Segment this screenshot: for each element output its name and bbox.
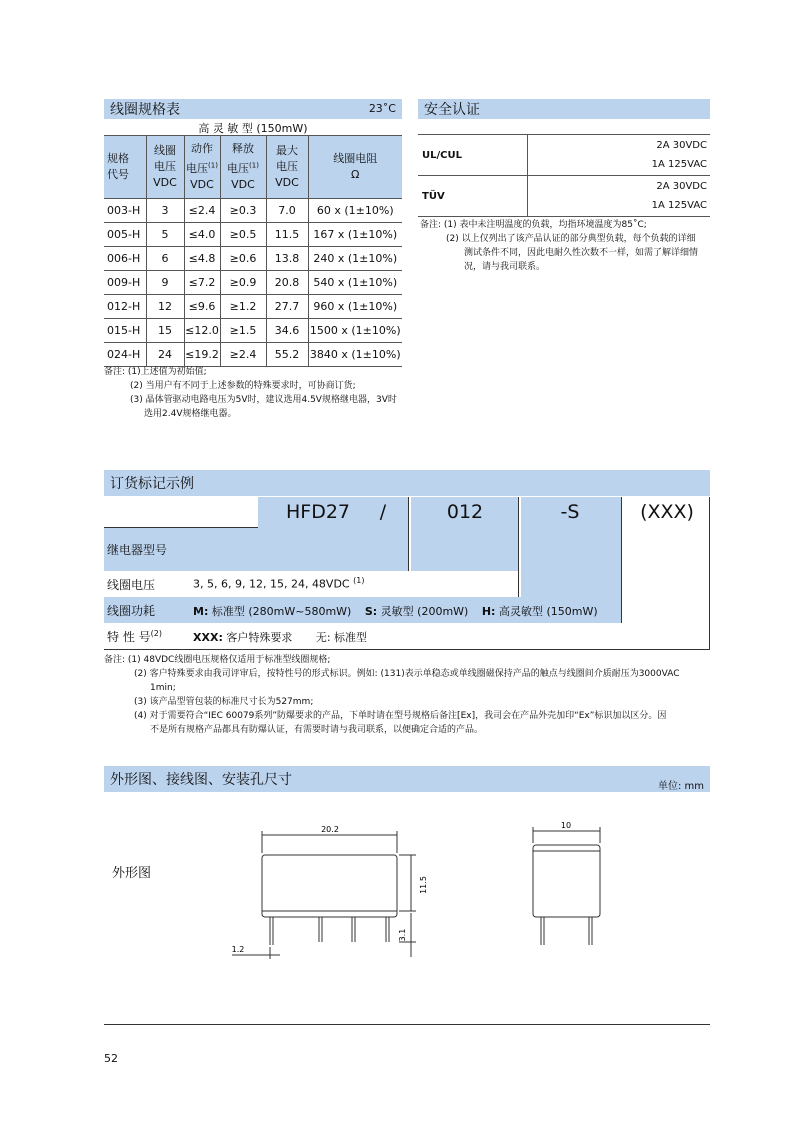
coil-notes [104,365,397,421]
coil-cell: 003-H [104,199,146,223]
col-max-voltage [266,136,308,199]
coil-cell: 024-H [104,343,146,367]
coil-sensitivity: 高 灵 敏 型 (150mW) [198,122,308,135]
order-special-label: 特 性 号 [107,630,151,644]
order-voltage-sup: (1) [353,576,365,585]
order-row-voltage [104,571,518,598]
coil-cell: ≤2.4 [184,199,220,223]
power-m-key: M: [193,605,209,618]
power-h-value: 高灵敏型 (150mW) [498,605,598,618]
coil-cell: ≤4.8 [184,247,220,271]
coil-cell: 960 x (1±10%) [308,295,402,319]
order-part-power: -S [560,501,580,523]
dim-length: 20.2 [321,825,339,834]
power-s-value: 灵敏型 (200mW) [380,605,469,618]
coil-cell: 12 [146,295,184,319]
coil-cell: 3 [146,199,184,223]
col-pickup-voltage [184,136,220,199]
coil-cell: ≥0.6 [220,247,266,271]
order-note: 1min; [150,683,176,693]
coil-cell: ≤12.0 [184,319,220,343]
coil-cell: 20.8 [266,271,308,295]
order-note: (2) 客户特殊要求由我司评审后，按特性号的形式标识。例如: (131)表示单稳态或单线圈磁保持产品的触点与线圈间介质耐压为3000VAC [134,669,680,679]
safety-value: 2A 30VDC [656,140,707,151]
coil-cell: 24 [146,343,184,367]
coil-cell: 015-H [104,319,146,343]
order-special-sup: (2) [150,629,162,638]
coil-cell: 13.8 [266,247,308,271]
outline-unit: 单位: mm [657,781,704,792]
outline-drawing [200,815,620,975]
dim-pin: 3.1 [398,928,407,942]
power-m-value: 标准型 (280mW~580mW) [211,605,352,618]
dim-height: 11.5 [419,876,428,894]
coil-cell: 012-H [104,295,146,319]
safety-section-title: 安全认证 [424,102,480,118]
safety-note: 备注: (1) 表中未注明温度的负载，均指环境温度为85˚C; [420,220,647,230]
coil-cell: 6 [146,247,184,271]
safety-value: 2A 30VDC [656,181,707,192]
footer-rule [104,1024,710,1025]
order-part-special: (XXX) [640,501,694,523]
coil-header-text: 规格 代号 [107,152,129,181]
order-voltage-values: 3, 5, 6, 9, 12, 15, 24, 48VDC [193,577,350,591]
coil-note: (3) 晶体管驱动电路电压为5V时，建议选用4.5V规格继电器，3V时 [130,395,397,405]
dim-width: 10 [560,821,572,830]
coil-cell: 60 x (1±10%) [308,199,402,223]
col-spec-code [104,136,146,199]
col-coil-resistance [308,136,402,199]
coil-cell: ≥0.5 [220,223,266,247]
page-number: 52 [104,1052,118,1065]
safety-row [418,135,710,176]
safety-label: TÜV [418,176,528,217]
order-notes [104,653,679,737]
safety-value: 1A 125VAC [651,159,707,170]
dim-pin-offset: 1.2 [231,945,245,954]
order-part-slash: / [379,501,387,523]
order-note: 不是所有规格产品都具有防爆认证，有需要时请与我司联系，以便确定合适的产品。 [150,725,484,735]
order-section-title: 订货标记示例 [110,476,194,492]
coil-cell: 3840 x (1±10%) [308,343,402,367]
coil-cell: 27.7 [266,295,308,319]
special-xxx-value: 客户特殊要求 [226,631,293,644]
order-section-header [104,470,710,496]
order-part-model: HFD27 [285,501,351,523]
coil-header-text: 线圈电阻 Ω [333,152,378,181]
coil-row [104,343,402,367]
coil-note: 备注: (1)上述值为初始值; [104,367,207,377]
col-coil-voltage [146,136,184,199]
safety-label: UL/CUL [418,135,528,176]
safety-section-header [418,99,710,119]
safety-table [418,134,710,217]
coil-cell: 006-H [104,247,146,271]
coil-cell: ≥1.5 [220,319,266,343]
coil-row [104,271,402,295]
coil-cell: 15 [146,319,184,343]
coil-temp: 23˚C [368,102,396,115]
order-part-voltage: 012 [446,501,484,523]
coil-cell: ≥2.4 [220,343,266,367]
order-model-label: 继电器型号 [107,543,168,557]
power-h-key: H: [481,605,496,618]
coil-cell: 005-H [104,223,146,247]
coil-row [104,199,402,223]
coil-row [104,295,402,319]
coil-row [104,223,402,247]
order-note: 备注: (1) 48VDC线圈电压规格仅适用于标准型线圈规格; [104,655,331,665]
power-s-key: S: [364,605,378,618]
safety-notes [420,218,698,274]
outline-section-title: 外形图、接线图、安装孔尺寸 [110,772,292,788]
outline-label: 外形图 [112,866,152,881]
coil-cell: ≤7.2 [184,271,220,295]
order-note: (4) 对于需要符合“IEC 60079系列”防爆要求的产品，下单时请在型号规格后备注[Ex]，我司会在产品外壳加印“Ex”标识加以区分。因 [134,711,667,721]
coil-cell: 540 x (1±10%) [308,271,402,295]
coil-cell: 1500 x (1±10%) [308,319,402,343]
coil-header-text: 释放 电压$^{(1)}$ VDC [227,142,259,191]
coil-note: 选用2.4V规格继电器。 [144,409,237,419]
coil-cell: 9 [146,271,184,295]
safety-value: 1A 125VAC [651,200,707,211]
safety-note: (2) 以上仅列出了该产品认证的部分典型负载，每个负载的详细 [446,234,696,244]
coil-row [104,247,402,271]
coil-cell: 167 x (1±10%) [308,223,402,247]
special-xxx-key: XXX: [193,631,223,644]
coil-cell: 7.0 [266,199,308,223]
safety-note: 测试条件不同，因此电耐久性次数不一样，如需了解详细情 [464,248,699,258]
order-row-special [104,623,710,650]
coil-cell: ≤19.2 [184,343,220,367]
special-none: 无: 标准型 [315,631,368,644]
coil-spec-table [104,135,402,367]
coil-cell: ≥0.3 [220,199,266,223]
coil-cell: ≤4.0 [184,223,220,247]
coil-cell: 11.5 [266,223,308,247]
col-release-voltage [220,136,266,199]
coil-cell: ≤9.6 [184,295,220,319]
coil-cell: 009-H [104,271,146,295]
order-row-power [104,597,621,623]
coil-row [104,319,402,343]
coil-note: (2) 当用户有不同于上述参数的特殊要求时，可协商订货; [130,381,356,391]
outline-section-header [104,766,710,792]
coil-cell: ≥1.2 [220,295,266,319]
coil-header-text: 动作 电压$^{(1)}$ VDC [186,142,218,191]
safety-row [418,176,710,217]
safety-note: 况，请与我司联系。 [464,262,546,272]
order-note: (3) 该产品型管包装的标准尺寸长为527mm; [134,697,314,707]
coil-section-title: 线圈规格表 [110,102,180,118]
order-row-model [104,528,408,571]
coil-cell: 5 [146,223,184,247]
order-voltage-label: 线圈电压 [107,578,156,592]
coil-section-header [104,99,402,119]
coil-cell: ≥0.9 [220,271,266,295]
order-power-label: 线圈功耗 [107,604,156,618]
coil-cell: 240 x (1±10%) [308,247,402,271]
coil-header-text: 最大 电压 VDC [275,144,299,189]
coil-cell: 34.6 [266,319,308,343]
coil-cell: 55.2 [266,343,308,367]
coil-header-text: 线圈 电压 VDC [153,144,177,189]
